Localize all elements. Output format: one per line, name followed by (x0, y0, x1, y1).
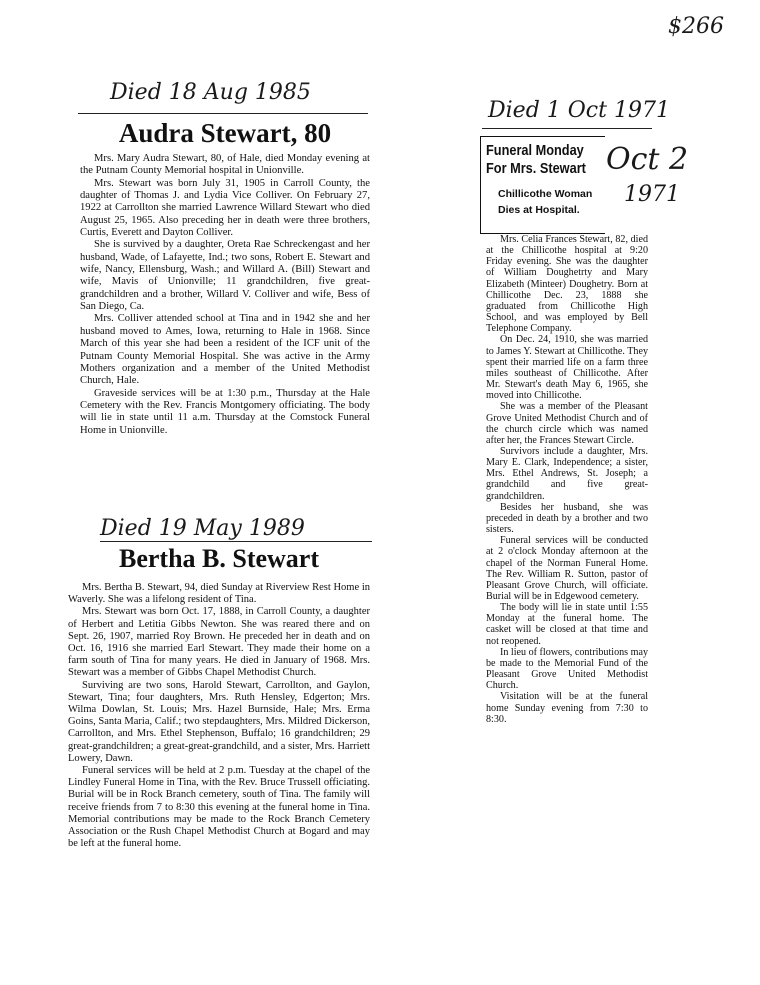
celia-headline-1: Funeral Monday (486, 142, 584, 159)
audra-body (80, 153, 370, 437)
paragraph: She is survived by a daughter, Oreta Rae Schreckengast and her husband, Wade, of Lafayette, Ind.; two sons, Robert E. Stewart and wife, Nancy, Ellensburg, Wash.; and Willard A. (Bill) Stewart and wife, Mavis of Unionville; 11 grandchildren, five great-grandchildren and a brother, Willard V. Colliver and wife, Bess of San Diego, Ca. (80, 239, 370, 313)
celia-handwritten-date: Died 1 Oct 1971 (488, 98, 670, 123)
paragraph: Mrs. Stewart was born July 31, 1905 in Carroll County, the daughter of Thomas J. and Lydia Vice Colliver. On February 27, 1922 at Carrollton she married Lawrence Willard Stewart who died August 25, 1965. Also preceding her in death were three brothers, Curtis, Everett and Dayton Colliver. (80, 177, 370, 239)
audra-clipping (80, 118, 370, 437)
audra-top-rule (78, 113, 368, 114)
paragraph: Visitation will be at the funeral home Sunday evening from 7:30 to 8:30. (486, 691, 648, 725)
celia-handwritten-note-2: 1971 (624, 182, 680, 207)
bertha-handwritten-date: Died 19 May 1989 (100, 516, 305, 541)
paragraph: Mrs. Mary Audra Stewart, 80, of Hale, died Monday evening at the Putnam County Memorial hospital in Unionville. (80, 153, 370, 177)
celia-body (486, 234, 648, 725)
paragraph: Survivors include a daughter, Mrs. Mary E. Clark, Independence; a sister, Mrs. Ethel Andrews, St. Joseph; a grandchild and five great-grandchildren. (486, 445, 648, 502)
celia-clipping (486, 142, 648, 725)
audra-headline: Audra Stewart, 80 (118, 118, 332, 148)
bertha-top-rule (100, 541, 372, 542)
celia-subhead-2: Dies at Hospital. (498, 204, 580, 216)
bertha-body (68, 582, 370, 850)
bertha-clipping (68, 544, 370, 850)
celia-top-rule (482, 128, 652, 129)
bertha-headline: Bertha B. Stewart (118, 544, 319, 573)
paragraph: Mrs. Stewart was born Oct. 17, 1888, in Carroll County, a daughter of Herbert and Letitia Gibbs Newton. She was reared there and on Sept. 26, 1907, married Roy Brown. He preceded her in death and on Oct. 16, 1916 she married Earl Stewart. They made their home on a farm south of Tina for many years. He died in January of 1968. Mrs. Stewart was a member of Gibbs Chapel Methodist Church. (68, 606, 370, 679)
paragraph: Surviving are two sons, Harold Stewart, Carrollton, and Gaylon, Stewart, Tina; four daughters, Mrs. Ruth Hensley, Edgerton; Mrs. Wilma Dowlan, St. Louis; Mrs. Hazel Burnside, Hale; Mrs. Erma Goins, Santa Maria, Calif.; two stepdaughters, Mrs. Mildred Dickerson, Carrollton, and Mrs. Ethel Stephenson, Buffalo; 16 grandchildren; 29 great-grandchildren; a great-great-grandchild, and a sister, Mrs. Harriett Lowery, Dawn. (68, 679, 370, 764)
paragraph: Mrs. Colliver attended school at Tina and in 1942 she and her husband moved to Ames, Iowa, returning to Hale in 1968. Since March of this year she had been a resident of the ICF unit of the Putnam County Memorial Hospital. She was active in the Army Mothers organization and a member of the United Methodist Church, Hale. (80, 313, 370, 387)
paragraph: Besides her husband, she was preceded in death by a brother and two sisters. (486, 501, 648, 536)
paragraph: Funeral services will be held at 2 p.m. Tuesday at the chapel of the Lindley Funeral Home in Tina, with the Rev. Bruce Trussell officiating. Burial will be in Rock Branch cemetery, south of Tina. The family will receive friends from 7 to 8:30 this evening at the funeral home in Tina. Memorial contributions may be made to the Rock Branch Cemetery Association or the Rush Chapel Methodist Church at Bogard and may be left at the funeral home. (68, 765, 370, 850)
paragraph: In lieu of flowers, contributions may be made to the Memorial Fund of the Pleasant Grove United Methodist Church. (486, 646, 649, 692)
celia-headline-2: For Mrs. Stewart (486, 160, 586, 177)
audra-handwritten-date: Died 18 Aug 1985 (110, 80, 311, 105)
paragraph: Mrs. Celia Frances Stewart, 82, died at the Chillicothe hospital at 9:20 Friday evening. She was the daughter of William Doughetrty and Mary Elizabeth (Minteer) Doughetry. Born at Chillicothe Dec. 23, 1888 she graduated from Chillicothe High School, and was employed by Bell Telephone Company. (486, 234, 648, 335)
paragraph: She was a member of the Pleasant Grove United Methodist Church and of the church circle which was named after her, the Frances Stewart Circle. (486, 401, 648, 446)
page-number-mark: $266 (668, 14, 724, 39)
paragraph: Funeral services will be conducted at 2 o'clock Monday afternoon at the chapel of the Norman Funeral Home. The Rev. William R. Sutton, pastor of Pleasant Grove Church, will officiate. Burial will be in Edgewood cemetery. (486, 535, 648, 602)
celia-handwritten-note-1: Oct 2 (606, 142, 689, 177)
paragraph: Graveside services will be at 1:30 p.m., Thursday at the Hale Cemetery with the Rev. Francis Montgomery officiating. The body will lie in state until 11 a.m. Thursday at the Comstock Funeral Home in Unionville. (80, 387, 370, 436)
celia-subhead-1: Chillicothe Woman (498, 188, 593, 200)
paragraph: The body will lie in state until 1:55 Monday at the funeral home. The casket will be closed at that time and not reopened. (486, 602, 648, 647)
paragraph: On Dec. 24, 1910, she was married to James Y. Stewart at Chillicothe. They spent their married life on a farm three miles southeast of Chillicothe. After Mr. Stewart's death May 6, 1965, she moved into Chillicothe. (486, 334, 648, 402)
paragraph: Mrs. Bertha B. Stewart, 94, died Sunday at Riverview Rest Home in Waverly. She was a lifelong resident of Tina. (68, 582, 370, 606)
